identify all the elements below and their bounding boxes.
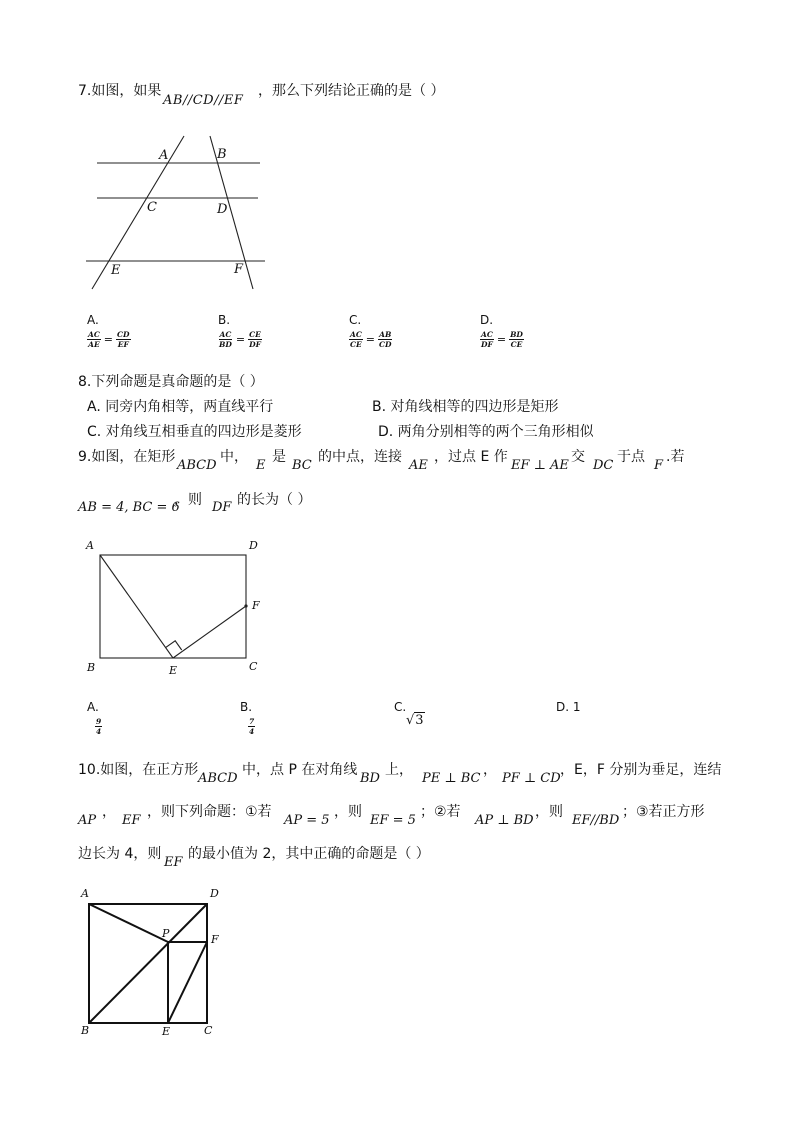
q7-condition: AB//CD//EF <box>163 93 244 108</box>
q10-math-ap-perp-bd: AP ⊥ BD <box>475 813 534 828</box>
q8-stem: 8.下列命题是真命题的是（ ） <box>78 374 264 390</box>
q9-text-6: 交 <box>571 449 585 465</box>
q9-math-ae: AE <box>409 458 428 473</box>
q7-option-d-right-fraction: $\frac{BD}{CE}$ <box>510 330 523 349</box>
q7-stem-prefix: 7.如图，如果 <box>78 83 162 99</box>
q9-label-f: F <box>252 599 260 612</box>
q10-label-e: E <box>162 1025 171 1038</box>
q10-text-5: ，E，F 分别为垂足，连结 <box>560 762 722 778</box>
q9-text-5: ，过点 E 作 <box>434 449 508 465</box>
q7-option-d-left-fraction: $\frac{AC}{DF}$ <box>481 330 493 349</box>
q7-option-a-right-fraction: $\frac{CD}{EF}$ <box>117 330 130 349</box>
q7-option-b-label: B. <box>218 313 231 327</box>
q7-option-b-left-fraction: $\frac{AC}{BD}$ <box>219 330 232 349</box>
q10-label-f: F <box>211 933 219 946</box>
q10-label-a: A <box>81 887 89 900</box>
q10-text-13: 的最小值为 2，其中正确的命题是（ ） <box>188 846 430 862</box>
q10-math-abcd: ABCD <box>198 771 238 786</box>
q10-math-ap-eq-5: AP = 5 <box>284 813 330 828</box>
q9-label-c: C <box>249 660 258 673</box>
q10-segment-ef <box>168 942 207 1023</box>
q10-text-11: ；③若正方形 <box>622 804 705 820</box>
q9-text-3: 是 <box>272 449 286 465</box>
q10-math-ef-parallel-bd: EF//BD <box>572 813 620 828</box>
q9-math-e: E <box>256 458 266 473</box>
q7-option-c-label: C. <box>349 313 362 327</box>
q7-option-a-label: A. <box>87 313 99 327</box>
q9-option-b-fraction: $\frac{7}{4}$ <box>249 717 255 736</box>
q7-option-c[interactable]: C. $\frac{AC}{CE}$ = $\frac{AB}{CD}$ <box>349 313 392 349</box>
q9-text-2: 中， <box>220 449 248 465</box>
q10-text-1: 10.如图，在正方形 <box>78 762 199 778</box>
q7-option-b[interactable]: B. $\frac{AC}{BD}$ = $\frac{CE}{DF}$ <box>218 313 261 349</box>
q7-option-d-label: D. <box>480 313 494 327</box>
q10-math-ef-2: EF <box>164 855 183 870</box>
q9-math-ef-perp-ae: EF ⊥ AE <box>511 458 569 473</box>
q10-text-8: ，则 <box>334 804 362 820</box>
q9-label-a: A <box>86 539 94 552</box>
q7-option-b-right-fraction: $\frac{CE}{DF}$ <box>249 330 261 349</box>
q9-option-b-label: B. <box>240 700 253 714</box>
q9-label-b: B <box>87 661 96 674</box>
q9-option-a-fraction: $\frac{9}{4}$ <box>96 717 102 736</box>
q9-math-given: AB = 4, BC = 6 <box>78 500 180 515</box>
q10-text-6: ， <box>102 804 116 820</box>
q10-math-bd: BD <box>360 771 380 786</box>
q10-text-9: ；②若 <box>420 804 461 820</box>
q9-text-8: .若 <box>666 449 685 465</box>
radical-sign-icon: √ <box>406 713 415 728</box>
q9-math-abcd: ABCD <box>177 458 217 473</box>
q10-text-2: 中，点 P 在对角线 <box>242 762 358 778</box>
q10-math-pf-perp-cd: PF ⊥ CD <box>502 771 561 786</box>
q10-text-10: ，则 <box>535 804 563 820</box>
q9-text-10: 的长为（ ） <box>237 492 312 508</box>
q8-option-b[interactable]: B. 对角线相等的四边形是矩形 <box>372 399 559 415</box>
q7-option-a[interactable]: A. $\frac{AC}{AE}$ = $\frac{CD}{EF}$ <box>87 313 130 349</box>
q10-segment-ap <box>89 904 168 942</box>
q7-option-a-left-fraction: $\frac{AC}{AE}$ <box>88 330 100 349</box>
q10-label-d: D <box>210 887 219 900</box>
q9-math-bc: BC <box>292 458 312 473</box>
q7-label-c: C <box>147 200 157 215</box>
q7-option-d[interactable]: D. $\frac{AC}{DF}$ = $\frac{BD}{CE}$ <box>480 313 523 349</box>
q7-label-d: D <box>217 202 228 217</box>
q10-text-4: ， <box>483 762 497 778</box>
q7-label-e: E <box>111 263 121 278</box>
q9-math-f: F <box>654 458 664 473</box>
q7-option-c-right-fraction: $\frac{AB}{CD}$ <box>379 330 392 349</box>
q10-math-ap: AP <box>78 813 97 828</box>
q9-math-df: DF <box>212 500 232 515</box>
q10-math-ef-eq-5: EF = 5 <box>370 813 416 828</box>
q9-label-e: E <box>169 664 178 677</box>
q10-label-b: B <box>81 1024 90 1037</box>
q7-label-b: B <box>217 147 227 162</box>
q7-option-c-left-fraction: $\frac{AC}{CE}$ <box>350 330 362 349</box>
q10-math-pe-perp-bc: PE ⊥ BC <box>422 771 481 786</box>
q10-text-3: 上， <box>385 762 413 778</box>
q8-option-c[interactable]: C. 对角线互相垂直的四边形是菱形 <box>87 424 302 440</box>
q10-label-p: P <box>162 927 170 940</box>
q9-math-dc: DC <box>593 458 614 473</box>
q9-option-a-label: A. <box>87 700 99 714</box>
q9-text-1: 9.如图，在矩形 <box>78 449 176 465</box>
q10-math-ef: EF <box>122 813 141 828</box>
q9-option-c-label: C. <box>394 700 407 714</box>
q10-text-12: 边长为 4，则 <box>78 846 162 862</box>
q10-text-7: ，则下列命题：①若 <box>147 804 272 820</box>
q10-label-c: C <box>204 1024 213 1037</box>
q9-text-4: 的中点，连接 <box>318 449 402 465</box>
q9-text-7: 于点 <box>617 449 645 465</box>
q7-stem-suffix: ，那么下列结论正确的是（ ） <box>258 83 445 99</box>
q9-option-c-sqrt: √3 <box>406 713 424 728</box>
q9-label-d: D <box>249 539 258 552</box>
q7-label-a: A <box>159 148 169 163</box>
q9-text-9: ，则 <box>174 492 202 508</box>
q9-option-d-label: D. 1 <box>556 700 581 714</box>
q10-diagonal-bd <box>89 904 207 1023</box>
q8-option-a[interactable]: A. 同旁内角相等，两直线平行 <box>87 399 274 415</box>
q7-label-f: F <box>234 262 244 277</box>
q8-option-d[interactable]: D. 两角分别相等的两个三角形相似 <box>378 424 594 440</box>
